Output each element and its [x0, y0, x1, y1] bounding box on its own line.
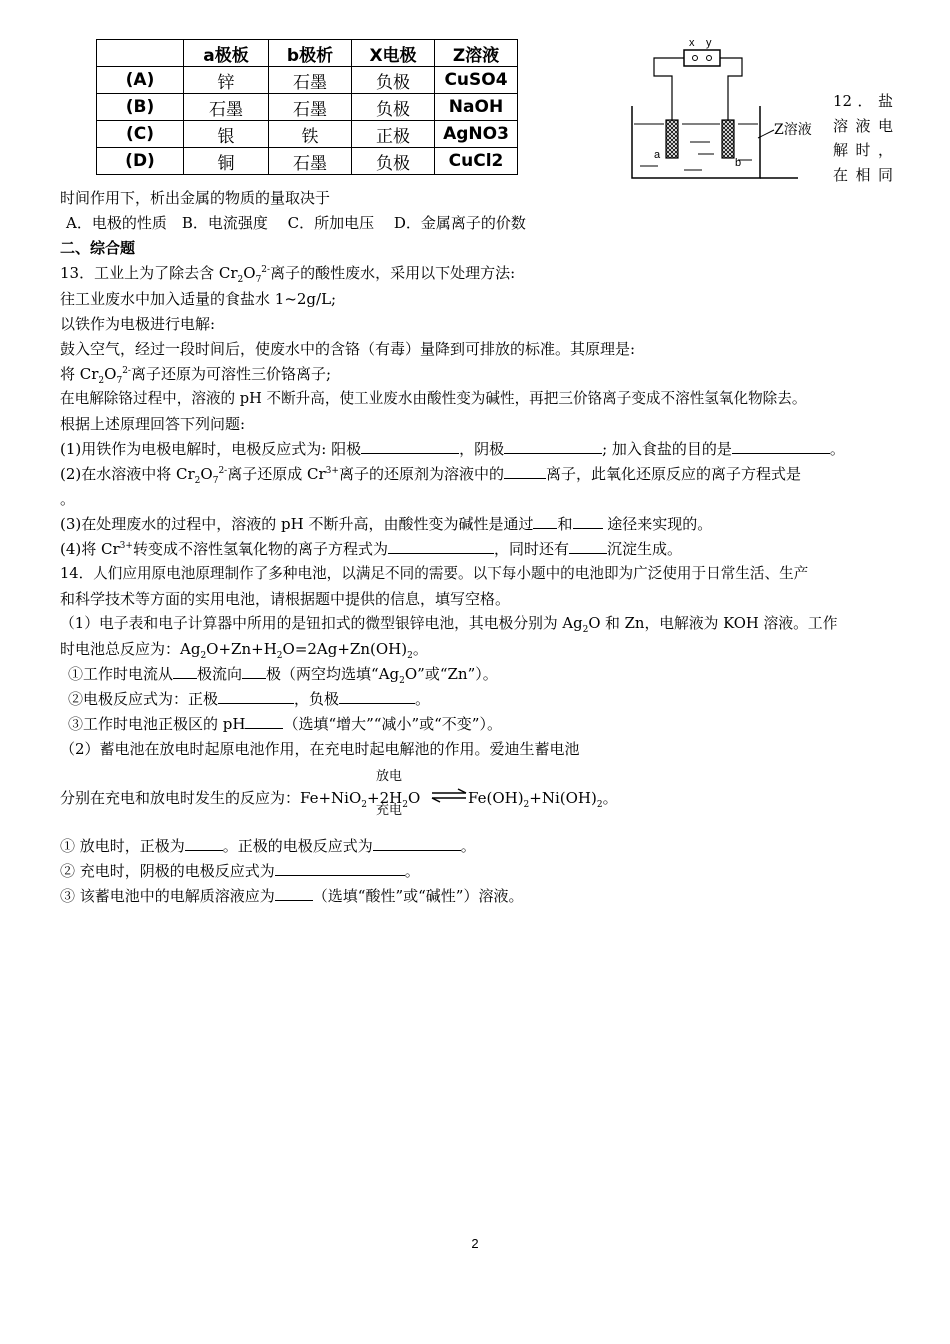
- table-cell: (B): [97, 94, 184, 121]
- q13-part-4: (4)将 $Cr^{3+}$转变成不溶性氢氧化物的离子方程式为 ，同时还有 沉淀生成。: [60, 540, 682, 558]
- table-cell: 正极: [352, 121, 435, 148]
- q14-sub-2: ②电极反应式为：正极 ，负极 。: [68, 690, 431, 708]
- q12-side-line: 在相同: [833, 165, 893, 184]
- q12-side-line: 解时，: [833, 141, 893, 159]
- electrode-b: [722, 120, 734, 158]
- answer-blank[interactable]: [388, 539, 494, 554]
- electrode-b-label: b: [735, 157, 742, 169]
- table-row: [97, 148, 518, 175]
- table-row: [97, 94, 518, 121]
- table-header: b极析: [269, 40, 352, 67]
- table-cell: NaOH: [435, 94, 518, 121]
- q14-part-1: （1）电子表和电子计算器中所用的是钮扣式的微型银锌电池，其电极分别为 $Ag_2O$ 和 Zn，电解液为 KOH 溶液。工作: [60, 615, 838, 635]
- answer-blank[interactable]: [185, 836, 223, 851]
- q13-principle-1: 将 $Cr_2O_7^{2-}$离子还原为可溶性三价铬离子;: [60, 365, 332, 386]
- q12-side-text: [833, 89, 893, 187]
- q13-part-2: (2)在水溶液中将 $Cr_2O_7^{2-}$离子还原成 $Cr^{3+}$离子的还原剂为溶液中的 离子，此氧化还原反应的离子方程式是: [60, 465, 801, 486]
- q12-side-line: 溶液电: [833, 116, 893, 135]
- table-header: X电极: [352, 40, 435, 67]
- electrolysis-diagram: [628, 36, 828, 184]
- table-cell: (D): [97, 148, 184, 175]
- q13-step-1: 往工业废水中加入适量的食盐水 1~2g/L;: [60, 290, 337, 308]
- table-cell: 铜: [184, 148, 269, 175]
- q12-options: A．电极的性质 B．电流强度 C．所加电压 D．金属离子的价数: [66, 214, 526, 232]
- table-cell: 石墨: [269, 67, 352, 94]
- reversible-arrow-icon: [430, 786, 470, 806]
- q14-part-1-reaction: 时电池总反应为：$Ag_2O+Zn+H_2O=2Ag+Zn(OH)_2$。: [60, 640, 428, 661]
- table-header: a极板: [184, 40, 269, 67]
- answer-blank[interactable]: [218, 689, 294, 704]
- q14-q2-1: ① 放电时，正极为 。正极的电极反应式为 。: [60, 837, 476, 855]
- options-table: [96, 39, 518, 175]
- answer-blank[interactable]: [573, 514, 603, 529]
- answer-blank[interactable]: [569, 539, 607, 554]
- section-heading: 二、综合题: [60, 239, 136, 257]
- table-cell: 负极: [352, 67, 435, 94]
- table-header: [97, 40, 184, 67]
- answer-blank[interactable]: [339, 689, 415, 704]
- q13-step-3: 鼓入空气，经过一段时间后，使废水中的含铬（有毒）量降到可排放的标准。其原理是:: [60, 340, 636, 358]
- q13-part-1: (1)用铁作为电极电解时，电极反应式为: 阳极 ，阴极 ; 加入食盐的目的是 。: [60, 440, 845, 458]
- table-header: Z溶液: [435, 40, 518, 67]
- q14-intro-2: 和科学技术等方面的实用电池，请根据题中提供的信息，填写空格。: [60, 590, 511, 608]
- table-cell: CuSO4: [435, 67, 518, 94]
- z-solution-label: Z溶液: [774, 122, 812, 138]
- q13-step-2: 以铁作为电极进行电解:: [60, 315, 216, 333]
- q14-intro-1: 14．人们应用原电池原理制作了多种电池，以满足不同的需要。以下每小题中的电池即为广泛使用于日常生活、生产: [60, 565, 809, 582]
- discharge-label: 放电: [376, 769, 403, 784]
- power-supply-box: [684, 50, 720, 66]
- answer-blank[interactable]: [504, 464, 546, 479]
- q14-part-2: （2）蓄电池在放电时起原电池作用，在充电时起电解池的作用。爱迪生蓄电池: [60, 740, 580, 758]
- y-terminal-label: y: [706, 37, 712, 49]
- q14-sub-1: ①工作时电流从 极流向 极（两空均选填“$Ag_2O$”或“Zn”）。: [68, 665, 498, 686]
- q13-part-2-end: 。: [60, 490, 76, 508]
- electrode-a-label: a: [654, 149, 661, 161]
- charge-label: 充电: [376, 803, 403, 818]
- table-cell: 锌: [184, 67, 269, 94]
- answer-blank[interactable]: [245, 714, 283, 729]
- table-cell: 铁: [269, 121, 352, 148]
- table-cell: 石墨: [184, 94, 269, 121]
- q14-sub-3: ③工作时电池正极区的 pH （选填“增大”“减小”或“不变”）。: [68, 715, 502, 733]
- answer-blank[interactable]: [361, 439, 459, 454]
- q14-reaction-products: $Fe(OH)_2+Ni(OH)_2$。: [468, 789, 618, 810]
- x-terminal-label: x: [689, 37, 695, 49]
- table-cell: 银: [184, 121, 269, 148]
- q13-principle-2: 在电解除铬过程中，溶液的 pH 不断升高，使工业废水由酸性变为碱性，再把三价铬离子变成不溶性氢氧化物除去。: [60, 390, 807, 407]
- answer-blank[interactable]: [373, 836, 461, 851]
- q13-intro: 13．工业上为了除去含 $Cr_2O_7^{2-}$离子的酸性废水，采用以下处理方法:: [60, 264, 516, 285]
- q12-continuation: 时间作用下，析出金属的物质的量取决于: [60, 189, 331, 207]
- table-cell: 负极: [352, 148, 435, 175]
- table-header-row: [97, 40, 518, 67]
- table-cell: AgNO3: [435, 121, 518, 148]
- q14-q2-2: ② 充电时，阴极的电极反应式为 。: [60, 862, 420, 880]
- answer-blank[interactable]: [732, 439, 830, 454]
- answer-blank[interactable]: [533, 514, 557, 529]
- answer-blank[interactable]: [504, 439, 602, 454]
- page-number: 2: [471, 1236, 479, 1251]
- answer-blank[interactable]: [242, 664, 266, 679]
- answer-blank[interactable]: [275, 886, 313, 901]
- q13-part-3: (3)在处理废水的过程中，溶液的 pH 不断升高，由酸性变为碱性是通过 和 途径来实现的。: [60, 515, 713, 533]
- table-cell: (A): [97, 67, 184, 94]
- q12-side-line: 12．盐: [833, 92, 893, 110]
- q14-q2-3: ③ 该蓄电池中的电解质溶液应为 （选填“酸性”或“碱性”）溶液。: [60, 887, 524, 905]
- answer-blank[interactable]: [173, 664, 197, 679]
- table-cell: 石墨: [269, 148, 352, 175]
- table-cell: 负极: [352, 94, 435, 121]
- table-row: [97, 67, 518, 94]
- table-row: [97, 121, 518, 148]
- table-cell: CuCl2: [435, 148, 518, 175]
- electrode-a: [666, 120, 678, 158]
- table-cell: (C): [97, 121, 184, 148]
- answer-blank[interactable]: [275, 861, 405, 876]
- q13-prompt: 根据上述原理回答下列问题:: [60, 415, 246, 433]
- q14-reaction-line: 分别在充电和放电时发生的反应为：$Fe+NiO_2+2H_2O$: [60, 789, 421, 810]
- table-cell: 石墨: [269, 94, 352, 121]
